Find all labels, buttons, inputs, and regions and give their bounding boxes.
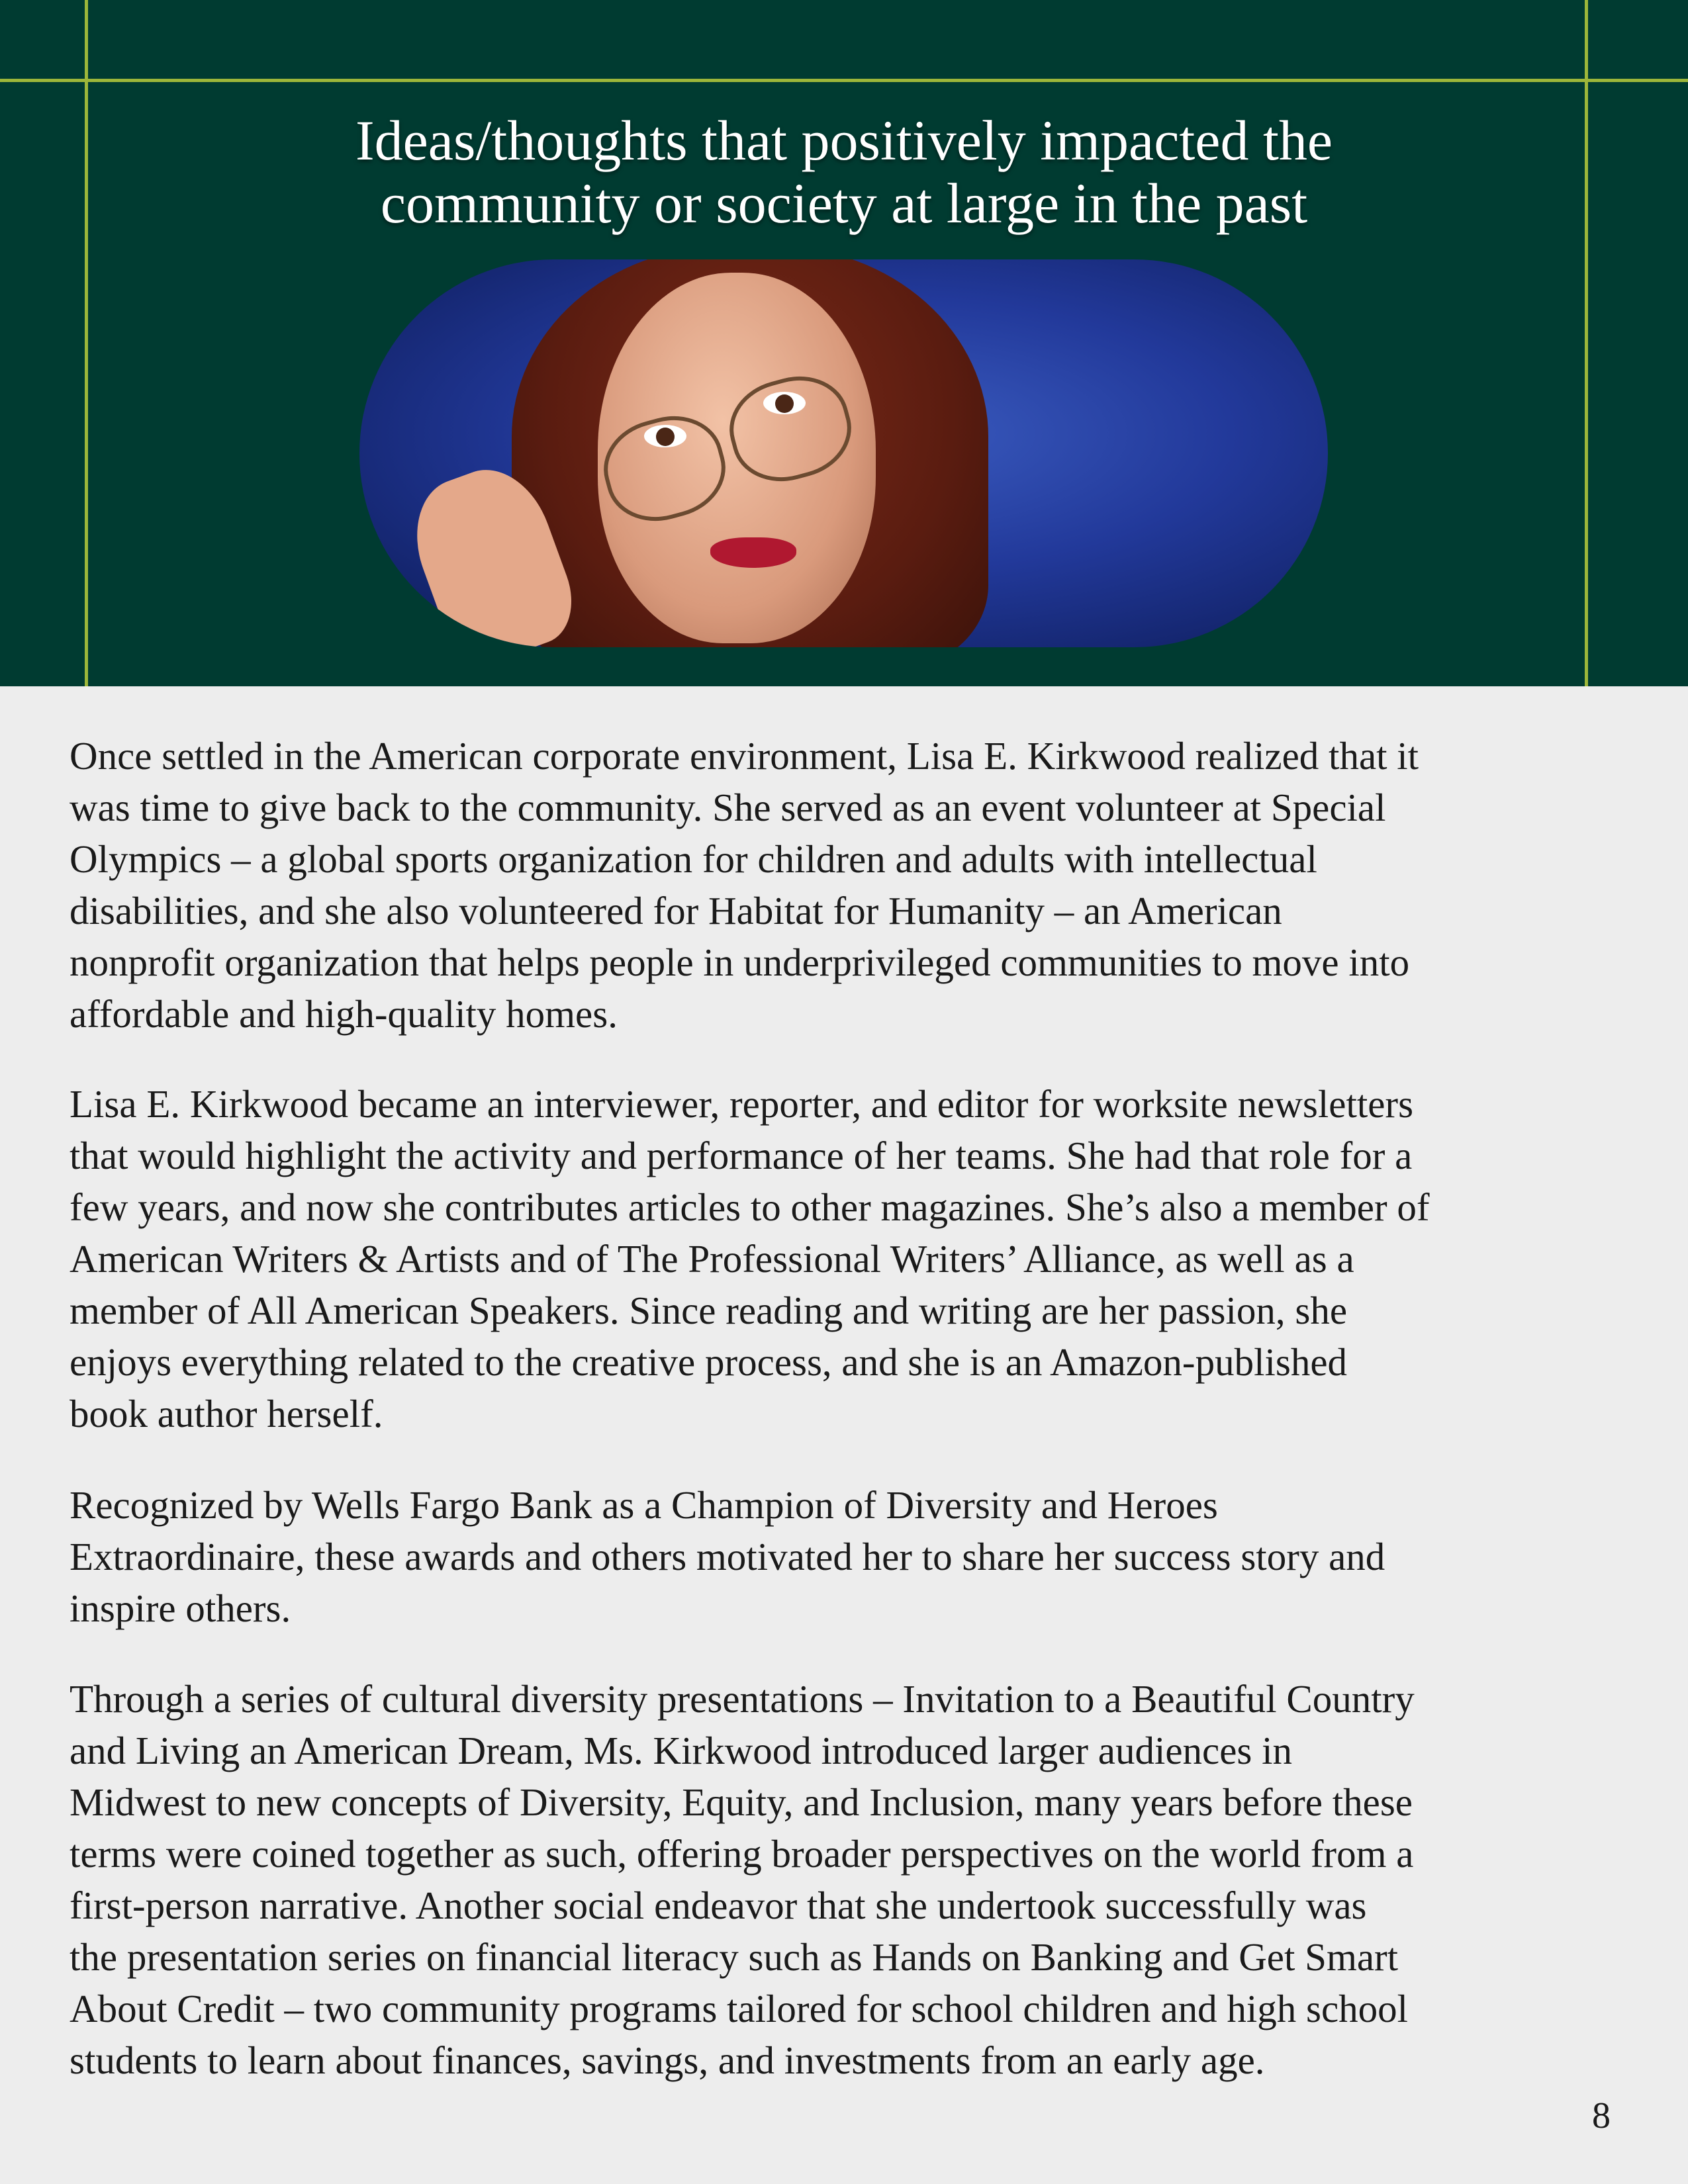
paragraph-writing	[70, 1078, 1430, 1439]
paragraph-presentations	[70, 1673, 1415, 2086]
title-line: community or society at large in the past	[380, 171, 1308, 235]
text-line: terms were coined together as such, offering broader perspectives on the world from a	[70, 1832, 1414, 1876]
text-line: few years, and now she contributes articles to other magazines. She’s also a member of	[70, 1185, 1430, 1229]
photo-lips	[710, 537, 796, 568]
text-line: and Living an American Dream, Ms. Kirkwood introduced larger audiences in	[70, 1729, 1293, 1772]
text-line: Through a series of cultural diversity presentations – Invitation to a Beautiful Country	[70, 1677, 1415, 1721]
paragraph-awards	[70, 1479, 1385, 1634]
decorative-vertical-line-left	[85, 0, 88, 686]
text-line: first-person narrative. Another social endeavor that she undertook successfully was	[70, 1884, 1367, 1927]
text-line: that would highlight the activity and performance of her teams. She had that role for a	[70, 1134, 1413, 1177]
text-line: enjoys everything related to the creative process, and she is an Amazon-published	[70, 1340, 1348, 1384]
header-banner	[0, 0, 1688, 686]
decorative-horizontal-line	[0, 79, 1688, 82]
text-line: students to learn about finances, savings, and investments from an early age.	[70, 2038, 1265, 2082]
text-line: was time to give back to the community. She served as an event volunteer at Special	[70, 786, 1386, 829]
text-line: Recognized by Wells Fargo Bank as a Champion of Diversity and Heroes	[70, 1483, 1218, 1527]
text-line: American Writers & Artists and of The Professional Writers’ Alliance, as well as a	[70, 1237, 1354, 1281]
text-line: Extraordinaire, these awards and others motivated her to share her success story and	[70, 1535, 1385, 1578]
text-line: the presentation series on financial literacy such as Hands on Banking and Get Smart	[70, 1935, 1399, 1979]
text-line: disabilities, and she also volunteered for Habitat for Humanity – an American	[70, 889, 1282, 933]
text-line: member of All American Speakers. Since reading and writing are her passion, she	[70, 1289, 1348, 1332]
portrait-photo	[359, 259, 1328, 647]
text-line: inspire others.	[70, 1586, 291, 1630]
text-line: affordable and high-quality homes.	[70, 992, 618, 1036]
text-line: nonprofit organization that helps people in underprivileged communities to move into	[70, 940, 1410, 984]
page-title	[0, 109, 1688, 235]
text-line: Lisa E. Kirkwood became an interviewer, reporter, and editor for worksite newsletters	[70, 1082, 1414, 1126]
text-line: Olympics – a global sports organization for children and adults with intellectual	[70, 837, 1317, 881]
title-line: Ideas/thoughts that positively impacted the	[355, 109, 1333, 172]
text-line: Once settled in the American corporate environment, Lisa E. Kirkwood realized that it	[70, 734, 1419, 778]
text-line: Midwest to new concepts of Diversity, Equity, and Inclusion, many years before these	[70, 1780, 1413, 1824]
page-number: 8	[1592, 2095, 1611, 2136]
text-line: About Credit – two community programs tailored for school children and high school	[70, 1987, 1409, 2030]
paragraph-volunteering	[70, 730, 1419, 1040]
decorative-vertical-line-right	[1585, 0, 1588, 686]
text-line: book author herself.	[70, 1392, 383, 1435]
